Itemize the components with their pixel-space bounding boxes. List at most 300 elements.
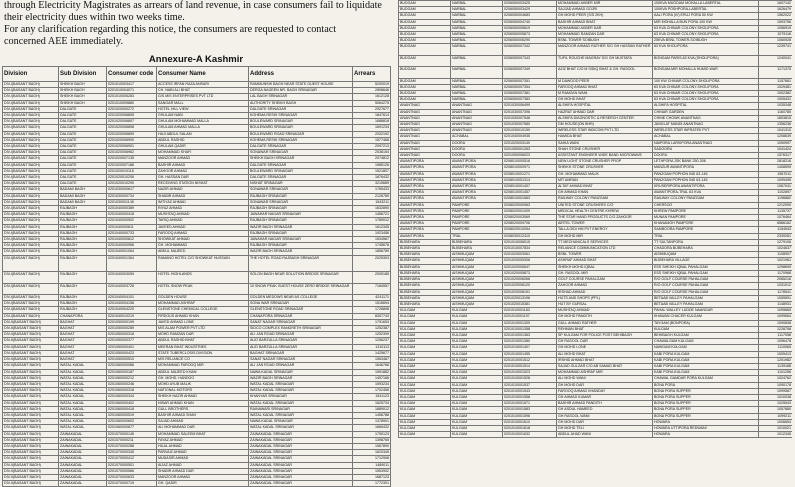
table-cell: 0201060000246 — [107, 381, 157, 387]
table-cell: KULGAM — [451, 363, 503, 369]
table-cell: DIV-II(BASANT BAGH) — [3, 431, 59, 437]
table-cell: DALGATE — [59, 168, 107, 174]
table-cell: 0201050000289 — [107, 326, 157, 332]
table-cell: 0201040000733 — [107, 230, 157, 236]
table-cell: 25KVA BSNL TOWER-SOIBUGH — [653, 38, 759, 44]
table-cell: 2025303 — [353, 255, 391, 272]
table-cell: 0208010000516 — [503, 159, 557, 165]
table-cell: STATE TUBERCLOSIS DIVISION — [157, 350, 249, 356]
table-cell: NARBAL — [451, 25, 503, 31]
table-cell: BUDGAM — [399, 1, 451, 7]
table-cell: AWANTIPORA — [399, 221, 451, 227]
table-cell: KULGAM — [399, 376, 451, 382]
table-cell: RAJBAGH — [59, 307, 107, 313]
table-cell: 1239741 — [759, 44, 793, 55]
table-cell: 0201040001364 — [107, 255, 157, 272]
table-cell: 0201040003728 — [107, 283, 157, 294]
table-cell: GM HOUSE(ON BHR) — [557, 122, 653, 128]
table-cell: 1591882 — [353, 369, 391, 375]
table-cell: NARBAL — [451, 7, 503, 13]
table-cell: DALGATE — [59, 156, 107, 162]
table-cell: 1208639 — [759, 134, 793, 140]
left-arrears-table — [2, 66, 391, 487]
table-cell: SP KULGAM FOR POLICE POST BEHIBAGH — [557, 332, 653, 338]
table-cell: NARBAL — [451, 55, 503, 66]
table-cell: 0201030007396 — [503, 109, 557, 115]
table-cell: JAWAHAR NAGAR SRINAGAR — [249, 212, 353, 218]
table-cell: 1010038 — [759, 394, 793, 400]
table-cell: DIV-II(BASANT BAGH) — [3, 437, 59, 443]
table-cell: AIRTEL TOWER — [557, 221, 653, 227]
table-cell: 0201010001455 — [503, 351, 557, 357]
table-cell: PAMPORE — [451, 221, 503, 227]
table-cell: DALGATE — [59, 125, 107, 131]
table-cell: BETAAB VALLEY PAHALGAM — [653, 295, 759, 301]
table-cell: DIV-II(BASANT BAGH) — [3, 450, 59, 456]
table-cell: KULGAM — [399, 351, 451, 357]
table-cell: 1612345 — [353, 224, 391, 230]
table-cell: DALGATE SRINAGAR — [249, 162, 353, 168]
table-cell: RAJBAGH — [59, 243, 107, 249]
table-cell: DALGATE SRINAGAR — [249, 144, 353, 150]
table-cell: GOLDEN HOUSE — [157, 295, 249, 301]
table-cell: DOORU — [451, 140, 503, 146]
table-cell: 1625734 — [353, 400, 391, 406]
table-cell: 1117058 — [759, 332, 793, 338]
table-cell: HOTEL SNOW PEAK — [157, 283, 249, 294]
table-cell: NARBAL — [451, 78, 503, 84]
table-cell: DIV-I(BASANT BAGH) — [3, 230, 59, 236]
table-cell: RAJBAGH — [59, 301, 107, 307]
table-cell: DALGATE SRINAGAR — [249, 175, 353, 181]
table-cell: 1632890 — [353, 206, 391, 212]
table-cell: 100KVA MUGDAM MOHALLA LABERTAL — [653, 1, 759, 7]
table-cell: DIV-I(BASANT BAGH) — [3, 106, 59, 112]
table-row — [399, 67, 793, 78]
table-cell: 0208020009706 — [503, 221, 557, 227]
table-cell: DIV-II(BASANT BAGH) — [3, 419, 59, 425]
table-cell: GH ASDUL HAMEED — [557, 407, 653, 413]
table-cell: 0201040000389 — [107, 206, 157, 212]
table-cell: BAGHAT — [59, 350, 107, 356]
table-cell: 0201010001571 — [503, 401, 557, 407]
table-cell: GH. QADIR — [157, 481, 249, 487]
table-cell: 0201010001183 — [503, 308, 557, 314]
table-cell: MOHD RAMZAN DAR — [157, 332, 249, 338]
table-cell: NARBAL — [451, 32, 503, 38]
table-cell: 1035348 — [759, 103, 793, 109]
table-cell: BUDGAM — [399, 19, 451, 25]
table-cell: ALI MOHD WANI — [557, 376, 653, 382]
table-cell: WATAL KADAL — [59, 369, 107, 375]
table-cell: 1024762 — [759, 376, 793, 382]
table-cell: 1099664 — [759, 314, 793, 320]
table-cell: BIJBEHARA — [399, 277, 451, 283]
table-cell: ANANTNAG — [451, 128, 503, 134]
table-cell: 0208020000963 — [503, 202, 557, 208]
table-cell: 2036154 — [353, 150, 391, 156]
table-cell: 1228758 — [759, 326, 793, 332]
table-cell: ANANTNAG — [399, 128, 451, 134]
table-cell: RAJBAGH — [59, 272, 107, 283]
table-cell: RELIANCE COMMUNICATION LTD — [557, 246, 653, 252]
table-cell: AWANTIPORA — [399, 177, 451, 183]
table-cell: 1090838 — [759, 320, 793, 326]
table-cell: ANANTNAG — [399, 153, 451, 159]
table-cell: 0201060000187 — [107, 369, 157, 375]
table-cell: HAJI ABDUL SALAM — [157, 131, 249, 137]
table-cell: 1056919 — [759, 25, 793, 31]
table-cell: 1057880 — [759, 407, 793, 413]
table-cell: WATAL KADAL — [59, 412, 107, 418]
table-cell: WATAL KADAL — [59, 419, 107, 425]
table-cell: AWANTIPORA — [399, 159, 451, 165]
table-cell: 1612128 — [353, 94, 391, 100]
table-cell: KULGAM — [399, 413, 451, 419]
table-cell: 0208010001407 — [503, 184, 557, 190]
table-cell: FAROOQ AHMAD BHAT — [557, 84, 653, 90]
table-cell: DIV-I(BASANT BAGH) — [3, 137, 59, 143]
table-cell: 0201040000812 — [107, 237, 157, 243]
table-cell: 0201070000412 — [107, 456, 157, 462]
table-cell: CHADORA BIJBEHARA — [653, 246, 759, 252]
table-cell: 1607142 — [759, 1, 793, 7]
table-cell: 1076464 — [759, 215, 793, 221]
table-cell: KULGAM — [653, 326, 759, 332]
table-cell: DIV-I(BASANT BAGH) — [3, 237, 59, 243]
table-cell: AISHMUQAM — [451, 295, 503, 301]
table-cell: DIV-I(BASANT BAGH) — [3, 175, 59, 181]
table-cell: BOULEWARD ROAD SRINAGAR — [249, 131, 353, 137]
table-cell: 1745678 — [353, 243, 391, 249]
table-cell: 1408599 — [759, 165, 793, 171]
table-cell: GH RASOOL WANI — [557, 413, 653, 419]
table-cell: KULGAM — [399, 394, 451, 400]
table-cell: KULGAM — [399, 357, 451, 363]
table-cell: BEHIBAGH KULGAM — [653, 332, 759, 338]
table-cell: TAYGAM (BONPORA) — [653, 320, 759, 326]
table-cell: DIV-I(BASANT BAGH) — [3, 125, 59, 131]
table-cell: 1006654 — [759, 419, 793, 425]
table-cell: 0201020006897 — [107, 119, 157, 125]
table-cell: BIJBEHARA — [399, 252, 451, 258]
table-cell: 0208010001563 — [503, 196, 557, 202]
notice-line: their electricity dues within two weeks time. — [4, 12, 185, 23]
table-cell: GLENSTONE CHEMICAL COLLEGE — [157, 307, 249, 313]
table-cell: JANGLAT MANDI ANANTNAG — [653, 122, 759, 128]
table-cell: MUSHTAQ AHMAD — [157, 212, 249, 218]
table-cell: BONA PORA SUPPER — [653, 413, 759, 419]
table-cell: DIV-I(BASANT BAGH) — [3, 283, 59, 294]
table-cell: ABDUL RASHID BHAT — [157, 338, 249, 344]
table-cell: MUSHTAQ AHMAD — [557, 308, 653, 314]
table-cell: KULGAM — [399, 345, 451, 351]
table-cell: 0208020001009 — [503, 208, 557, 214]
table-cell: 1067041 — [759, 184, 793, 190]
table-cell: ANANTNAG — [399, 146, 451, 152]
table-cell: KOHEMA RESHI SRINAGAR — [249, 137, 353, 143]
table-cell: 1110065 — [759, 345, 793, 351]
table-cell: KULGAM — [451, 388, 503, 394]
table-cell: RAJBAGH — [59, 224, 107, 230]
table-cell: ZAINAKADAL — [59, 450, 107, 456]
table-cell: AZIZ BHAT C/O M SIDIQ BHAT & GH. RASOOL — [557, 67, 653, 78]
table-cell: 1099211 — [759, 413, 793, 419]
table-cell: DOORU — [451, 146, 503, 152]
table-cell: TALLA GIDI HM PVT ENERGY — [557, 227, 653, 233]
table-cell: KULGAM — [399, 419, 451, 425]
table-cell: RAJBAGH — [59, 212, 107, 218]
table-cell: M DAWOOD PEER — [557, 78, 653, 84]
table-cell: 0201050000199 — [107, 319, 157, 325]
table-cell: KULGAM — [451, 394, 503, 400]
table-cell: 1567890 — [353, 443, 391, 449]
table-cell: DIV-I(BASANT BAGH) — [3, 193, 59, 199]
table-cell: 0208010001457 — [503, 190, 557, 196]
table-cell: ZAINAKADAL — [59, 431, 107, 437]
table-cell: WATAL KADAL SRINAGAR — [249, 412, 353, 418]
table-cell: DIV-II(BASANT BAGH) — [3, 350, 59, 356]
table-cell: KULGAM — [399, 425, 451, 431]
table-cell: 1378901 — [353, 419, 391, 425]
table-cell: 10 SNOW PEAK GUEST HOUSE ZERO BRIDGE SRINAGAR — [249, 283, 353, 294]
table-cell: ACHABAL — [653, 134, 759, 140]
table-cell: 0206050003425 — [503, 1, 557, 7]
table-cell: WAZIR BAGH SRINAGAR — [249, 375, 353, 381]
table-cell: 0206050007354 — [503, 84, 557, 90]
table-cell: 1691234 — [353, 125, 391, 131]
table-cell: 2065216 — [759, 277, 793, 283]
table-cell: DOORU — [653, 153, 759, 159]
table-cell: 5200019 — [353, 82, 391, 88]
table-cell: BUDGAM — [399, 32, 451, 38]
table-cell: KABI PORA KULGAM — [653, 357, 759, 363]
table-cell: BIJBEHARA — [399, 295, 451, 301]
table-cell: GH MOHD PEER (S/S 2KH) — [557, 13, 653, 19]
table-cell: BADAMI BAGH — [59, 199, 107, 205]
table-cell: KHANYAR SRINAGAR — [249, 394, 353, 400]
table-cell: 0201020003140 — [503, 140, 557, 146]
table-cell: 0201060000418 — [107, 406, 157, 412]
table-cell: DALGATE — [59, 175, 107, 181]
table-cell: FAYAZ AHMAD — [157, 437, 249, 443]
table-cell: DIV-I(BASANT BAGH) — [3, 162, 59, 168]
table-cell: 0201010001407 — [503, 345, 557, 351]
table-cell: 0201050000318 — [107, 332, 157, 338]
table-cell: BAGHAT — [59, 319, 107, 325]
table-cell: DIV-II(BASANT BAGH) — [3, 425, 59, 431]
table-cell: 1847614 — [353, 113, 391, 119]
table-cell: CHERSOO — [653, 202, 759, 208]
table-cell: ZAHOOR AHMAD — [157, 168, 249, 174]
table-cell: AWANTIPORA — [399, 227, 451, 233]
table-cell: LETHPORA JSK BANK 250-306 — [653, 159, 759, 165]
table-cell: R/O GOLF COURSE PAHALGAM — [653, 289, 759, 295]
table-cell: KABI PORA KULGAM — [653, 363, 759, 369]
table-cell: 1791653 — [353, 319, 391, 325]
table-cell: BUDGAM — [399, 13, 451, 19]
table-cell: 63 KVA CHINAR COLONY-SHOLIPORA — [653, 32, 759, 38]
table-cell: 1031012 — [759, 283, 793, 289]
table-cell: 0201010001558 — [503, 394, 557, 400]
table-cell: SAJAD AHMAD — [157, 419, 249, 425]
table-cell: BUDGAM — [399, 7, 451, 13]
table-cell: KULGAM — [451, 339, 503, 345]
table-cell: 0201010005283 — [107, 94, 157, 100]
table-cell: 0201050001263 — [503, 146, 557, 152]
table-cell: AISHMUQAM — [451, 270, 503, 276]
table-cell: 1456721 — [353, 212, 391, 218]
table-cell: BIJBEHARA — [399, 289, 451, 295]
table-cell: FIRDOUS AHMAD KHAN — [157, 313, 249, 319]
table-cell: 1060928 — [759, 38, 793, 44]
table-cell: 0201020005547 — [503, 264, 557, 270]
table-cell: DIV-II(BASANT BAGH) — [3, 319, 59, 325]
table-cell: ZAINAKADAL SRINAGAR — [249, 481, 353, 487]
table-cell: BUDGAM — [399, 25, 451, 31]
table-cell: RAILWAY COLONY PANZGAM — [557, 196, 653, 202]
table-cell: IMTIYAZ AHMAD — [157, 199, 249, 205]
table-cell: GH RASOOL DAR — [557, 339, 653, 345]
table-cell: WATAL KADAL — [59, 425, 107, 431]
table-cell: KULGAM — [451, 332, 503, 338]
table-cell: KULGAM — [399, 332, 451, 338]
table-cell: 0201050000423 — [107, 350, 157, 356]
table-cell: KHANAMOH PAMPORE — [653, 221, 759, 227]
table-cell: 0201020010116 — [107, 168, 157, 174]
table-row — [399, 55, 793, 66]
table-cell: KABI PORA KULGAM — [653, 351, 759, 357]
table-cell: 0201020006900 — [107, 137, 157, 143]
table-cell: 0201010001363 — [503, 332, 557, 338]
table-cell: ASHRAF AHMAD BHAT — [557, 258, 653, 264]
table-cell: M RAMZAN WANI — [557, 91, 653, 97]
table-cell: 0201060000402 — [107, 400, 157, 406]
table-cell: ANANTNAG — [399, 109, 451, 115]
table-cell: WATAL KADAL — [59, 400, 107, 406]
table-cell: ASSISTANT ENGINEER WIDE BAND MICROWAVE — [557, 153, 653, 159]
table-cell: DIV-I(BASANT BAGH) — [3, 313, 59, 319]
table-cell: ZAINAKADAL SRINAGAR — [249, 431, 353, 437]
table-cell: DIV-I(BASANT BAGH) — [3, 307, 59, 313]
table-cell: GH MOHD DAR — [557, 419, 653, 425]
table-cell: SHEIKH MOHD IQBAL — [557, 264, 653, 270]
table-cell: SADOORU — [653, 146, 759, 152]
table-cell: 0201070000719 — [107, 481, 157, 487]
table-cell: MOHAMMAD SALEEM BHAT — [157, 431, 249, 437]
table-cell: PAMPORE — [451, 208, 503, 214]
table-cell: HAMIDA BHAT — [557, 134, 653, 140]
table-cell: DIV-I(BASANT BAGH) — [3, 119, 59, 125]
table-cell: WIRELESS STAR INFRATEK PVT — [653, 128, 759, 134]
table-cell: 0201040000502 — [107, 218, 157, 224]
table-cell: 0201020010206 — [107, 175, 157, 181]
table-cell: ESS SHEIKH IQBAL PAHALGAM — [653, 264, 759, 270]
table-cell: IRSHAD AHMAD — [557, 289, 653, 295]
table-cell: NARBAL — [451, 19, 503, 25]
table-cell: BIJBEHARA — [399, 301, 451, 307]
table-cell: BSNL TOWER SOIBUGH — [557, 38, 653, 44]
table-cell: KULGAM — [399, 308, 451, 314]
table-cell: 0201010001197 — [503, 314, 557, 320]
table-cell: RAMANO HOTEL C/O SHOWKAT HUSSAIN — [157, 255, 249, 272]
table-cell: ALI JAN ROAD SRINAGAR — [249, 332, 353, 338]
table-cell: KULGAM — [451, 376, 503, 382]
table-cell: MIT AMRAN — [557, 177, 653, 183]
table-cell: AWANTIPORA — [451, 177, 503, 183]
table-cell: NISHAT SRINAGAR — [249, 181, 353, 187]
table-cell: KULGAM — [451, 314, 503, 320]
table-cell: SHEIKH STONE CRUSHER — [557, 165, 653, 171]
table-cell: DIV-I(BASANT BAGH) — [3, 199, 59, 205]
table-cell: 0206050007349 — [503, 67, 557, 78]
table-cell: KULGAM — [399, 363, 451, 369]
table-cell: BONA PORA SUPPER — [653, 394, 759, 400]
table-cell: HUT BY GURSAL — [557, 301, 653, 307]
annexure-title: Annexure-A Kashmir — [148, 54, 244, 65]
table-cell: DIV-II(BASANT BAGH) — [3, 375, 59, 381]
table-cell: ZAINAKADAL — [59, 462, 107, 468]
table-cell: BETAAB VALLEY PAHALGAM — [653, 301, 759, 307]
table-cell: 1240041 — [759, 55, 793, 66]
table-cell: 0201060000212 — [107, 375, 157, 381]
table-cell: 0201070000145 — [107, 431, 157, 437]
table-cell: BUDGAM — [399, 44, 451, 55]
table-cell: KHAWAN CHACER KULGAM — [653, 314, 759, 320]
table-cell: HOWARA UTTIPORA REDWANI — [653, 425, 759, 431]
table-cell: SHOWKAT AHMAD — [157, 237, 249, 243]
table-cell: 0201020006899 — [107, 131, 157, 137]
table-cell: SHAH STONE CRUSHER — [557, 146, 653, 152]
table-cell: 7184557 — [353, 283, 391, 294]
table-cell: 0201040001064 — [107, 249, 157, 255]
table-cell: RAJBAGH SRINAGAR — [249, 243, 353, 249]
table-cell: 1279106 — [759, 239, 793, 245]
table-cell: AISHMUQAM — [451, 301, 503, 307]
table-cell: ACCESS IRFAN RAZA ANSARI — [157, 82, 249, 88]
table-cell: 0201040004101 — [107, 295, 157, 301]
table-cell: 0201070000211 — [107, 437, 157, 443]
table-cell: RAJBAGH — [59, 249, 107, 255]
left-column — [0, 0, 392, 486]
table-cell: IRSHID AHMAD BHAT — [557, 357, 653, 363]
table-cell: 1593756 — [759, 19, 793, 25]
table-cell: 0206050004740 — [503, 19, 557, 25]
table-cell: PAMPORE — [451, 215, 503, 221]
table-cell: MOHAMMAD ASHRAF — [157, 301, 249, 307]
table-cell: 0201020006962 — [107, 150, 157, 156]
table-cell: RAJBAGH SRINAGAR — [249, 206, 353, 212]
table-cell: KULGAM — [399, 339, 451, 345]
table-cell: BOULEWARD SRINAGAR — [249, 168, 353, 174]
table-cell: KULGAM — [451, 326, 503, 332]
table-cell: WATAL KADAL — [59, 381, 107, 387]
table-cell: 1160785 — [759, 109, 793, 115]
table-cell: 0208030012410 — [503, 233, 557, 239]
table-cell: 1765433 — [353, 187, 391, 193]
table-cell: NAWA KADAL SRINAGAR — [249, 369, 353, 375]
table-cell: AWANTIPORA — [399, 190, 451, 196]
table-cell: 1041310 — [759, 128, 793, 134]
table-cell: M/S ALAM POWER PVT LTD — [157, 326, 249, 332]
table-cell: 0201020006066 — [503, 277, 557, 283]
table-cell: GHULAM MOHAMMAD MALLA — [157, 119, 249, 125]
table-cell: FAROOQ AHMAD — [157, 230, 249, 236]
table-cell: SANAT NAGAR SRINAGAR — [249, 357, 353, 363]
table-cell: ANANTNAG — [451, 115, 503, 121]
table-cell: BIJBEHARA — [399, 270, 451, 276]
column-header: Division — [3, 67, 59, 82]
